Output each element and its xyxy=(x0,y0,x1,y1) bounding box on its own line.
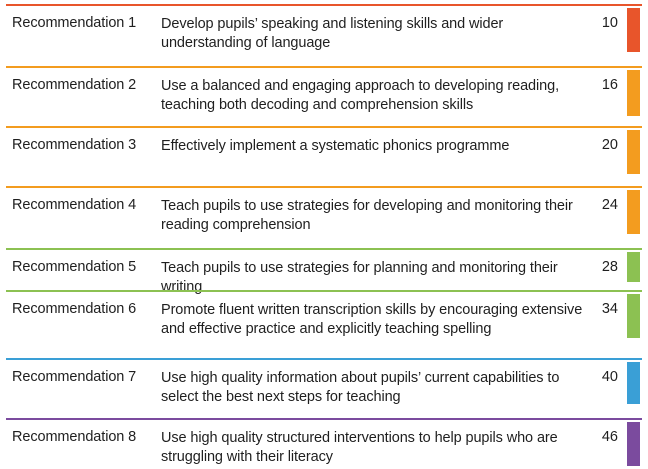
color-tab xyxy=(627,252,640,282)
recommendation-row-3[interactable] xyxy=(6,126,642,186)
recommendation-text: Develop pupils’ speaking and listening skills and wider understanding of language xyxy=(161,16,504,51)
recommendation-row-4[interactable] xyxy=(6,186,642,248)
recommendation-text: Effectively implement a systematic phonics programme xyxy=(161,138,510,154)
recommendation-text: Teach pupils to use strategies for planning and monitoring their writing xyxy=(161,260,558,295)
recommendation-text: Use high quality information about pupils’ current capabilities to select the best next steps for teaching xyxy=(161,370,560,405)
page-number: 40 xyxy=(601,369,618,385)
page-number: 24 xyxy=(601,197,618,213)
recommendation-row-5[interactable] xyxy=(6,248,642,295)
recommendation-text: Promote fluent written transcription skills by encouraging extensive and effective practice and explicitly teaching spelling xyxy=(161,302,583,337)
page-number: 16 xyxy=(601,77,618,93)
color-tab xyxy=(627,130,640,174)
recommendation-label: Recommendation 8 xyxy=(12,429,137,445)
page-number: 34 xyxy=(601,301,618,317)
recommendation-text: Use a balanced and engaging approach to developing reading, teaching both decoding and comprehension skills xyxy=(161,78,559,113)
color-tab xyxy=(627,190,640,234)
color-tab xyxy=(627,422,640,466)
recommendation-row-2[interactable] xyxy=(6,66,642,126)
recommendation-text: Teach pupils to use strategies for developing and monitoring their reading comprehension xyxy=(161,198,573,233)
recommendation-row-1[interactable] xyxy=(6,4,642,66)
recommendation-label: Recommendation 6 xyxy=(12,301,137,317)
page-number: 20 xyxy=(601,137,618,153)
recommendation-row-6[interactable] xyxy=(6,290,642,358)
color-tab xyxy=(627,70,640,116)
recommendation-label: Recommendation 3 xyxy=(12,137,137,153)
recommendation-text: Use high quality structured interventions to help pupils who are struggling with their literacy xyxy=(161,430,558,465)
page-number: 28 xyxy=(601,259,618,275)
recommendation-row-8[interactable] xyxy=(6,418,642,468)
page-number: 46 xyxy=(601,429,618,445)
recommendation-label: Recommendation 1 xyxy=(12,15,137,31)
color-tab xyxy=(627,362,640,404)
recommendation-label: Recommendation 2 xyxy=(12,77,137,93)
page-number: 10 xyxy=(601,15,618,31)
color-tab xyxy=(627,8,640,52)
recommendation-row-7[interactable] xyxy=(6,358,642,418)
recommendation-label: Recommendation 5 xyxy=(12,259,137,275)
color-tab xyxy=(627,294,640,338)
recommendation-label: Recommendation 4 xyxy=(12,197,137,213)
recommendation-label: Recommendation 7 xyxy=(12,369,137,385)
